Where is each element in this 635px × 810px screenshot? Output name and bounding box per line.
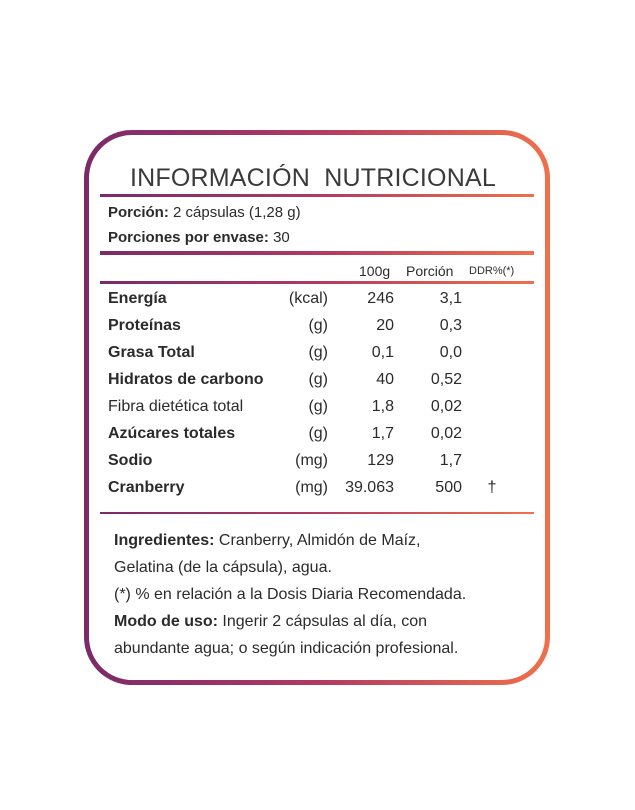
table-row [0,290,635,312]
table-row [0,479,635,501]
row-unit: (g) [308,371,328,388]
servings-line [108,229,290,246]
row-name: Cranberry [108,479,185,496]
row-name: Grasa Total [108,344,195,361]
ingredients-line-2: Gelatina (de la cápsula), agua. [114,559,332,576]
label-title: INFORMACIÓN NUTRICIONAL [130,164,496,192]
servings-value: 30 [268,229,290,246]
portion-line [108,204,301,221]
col-header-ddr: DDR%(*) [469,265,515,277]
row-value-portion: 500 [435,479,462,496]
table-row [0,317,635,339]
row-unit: (g) [308,425,328,442]
table-row [0,344,635,366]
ingredients-text-1: Cranberry, Almidón de Maíz, [214,532,421,549]
row-value-100g: 40 [376,371,394,388]
row-unit: (g) [308,317,328,334]
row-unit: (g) [308,344,328,361]
usage-label: Modo de uso: [114,613,218,630]
usage-line-1 [114,608,427,635]
usage-text-1: Ingerir 2 cápsulas al día, con [217,613,427,630]
ddr-note: (*) % en relación a la Dosis Diaria Recomendada. [114,586,467,603]
row-value-portion: 0,02 [430,398,462,415]
row-value-100g: 1,8 [371,398,394,415]
servings-label: Porciones por envase: [108,229,269,246]
row-name: Proteínas [108,317,181,334]
serving-rule [100,251,534,255]
row-value-100g: 1,7 [371,425,394,442]
table-row [0,425,635,447]
row-name: Azúcares totales [108,425,236,442]
row-unit: (kcal) [288,290,328,307]
row-value-100g: 20 [376,317,394,334]
row-name: Sodio [108,452,153,469]
portion-label: Porción: [108,204,169,221]
row-value-portion: 0,02 [430,425,462,442]
row-name: Hidratos de carbono [108,371,264,388]
row-value-portion: 1,7 [439,452,462,469]
row-unit: (mg) [295,479,328,496]
portion-value: 2 cápsulas (1,28 g) [168,204,301,221]
row-value-100g: 129 [367,452,394,469]
row-value-portion: 0,52 [430,371,462,388]
row-value-portion: 0,3 [439,317,462,334]
row-name: Energía [108,290,167,307]
header-rule [100,281,534,284]
row-value-100g: 0,1 [371,344,394,361]
row-value-portion: 0,0 [439,344,462,361]
table-row [0,452,635,474]
table-bottom-rule [100,512,534,514]
ingredients-line-1 [114,527,420,554]
table-row [0,398,635,420]
col-header-portion: Porción [406,263,454,279]
title-rule [100,194,534,197]
row-unit: (g) [308,398,328,415]
row-value-100g: 39.063 [345,479,394,496]
dagger-mark: † [487,479,497,496]
ingredients-label: Ingredientes: [114,532,215,549]
row-unit: (mg) [295,452,328,469]
col-header-100g: 100g [359,263,391,279]
row-value-portion: 3,1 [439,290,462,307]
row-name: Fibra dietética total [108,398,244,415]
row-value-100g: 246 [367,290,394,307]
usage-line-2: abundante agua; o según indicación profesional. [114,640,459,657]
table-row [0,371,635,393]
